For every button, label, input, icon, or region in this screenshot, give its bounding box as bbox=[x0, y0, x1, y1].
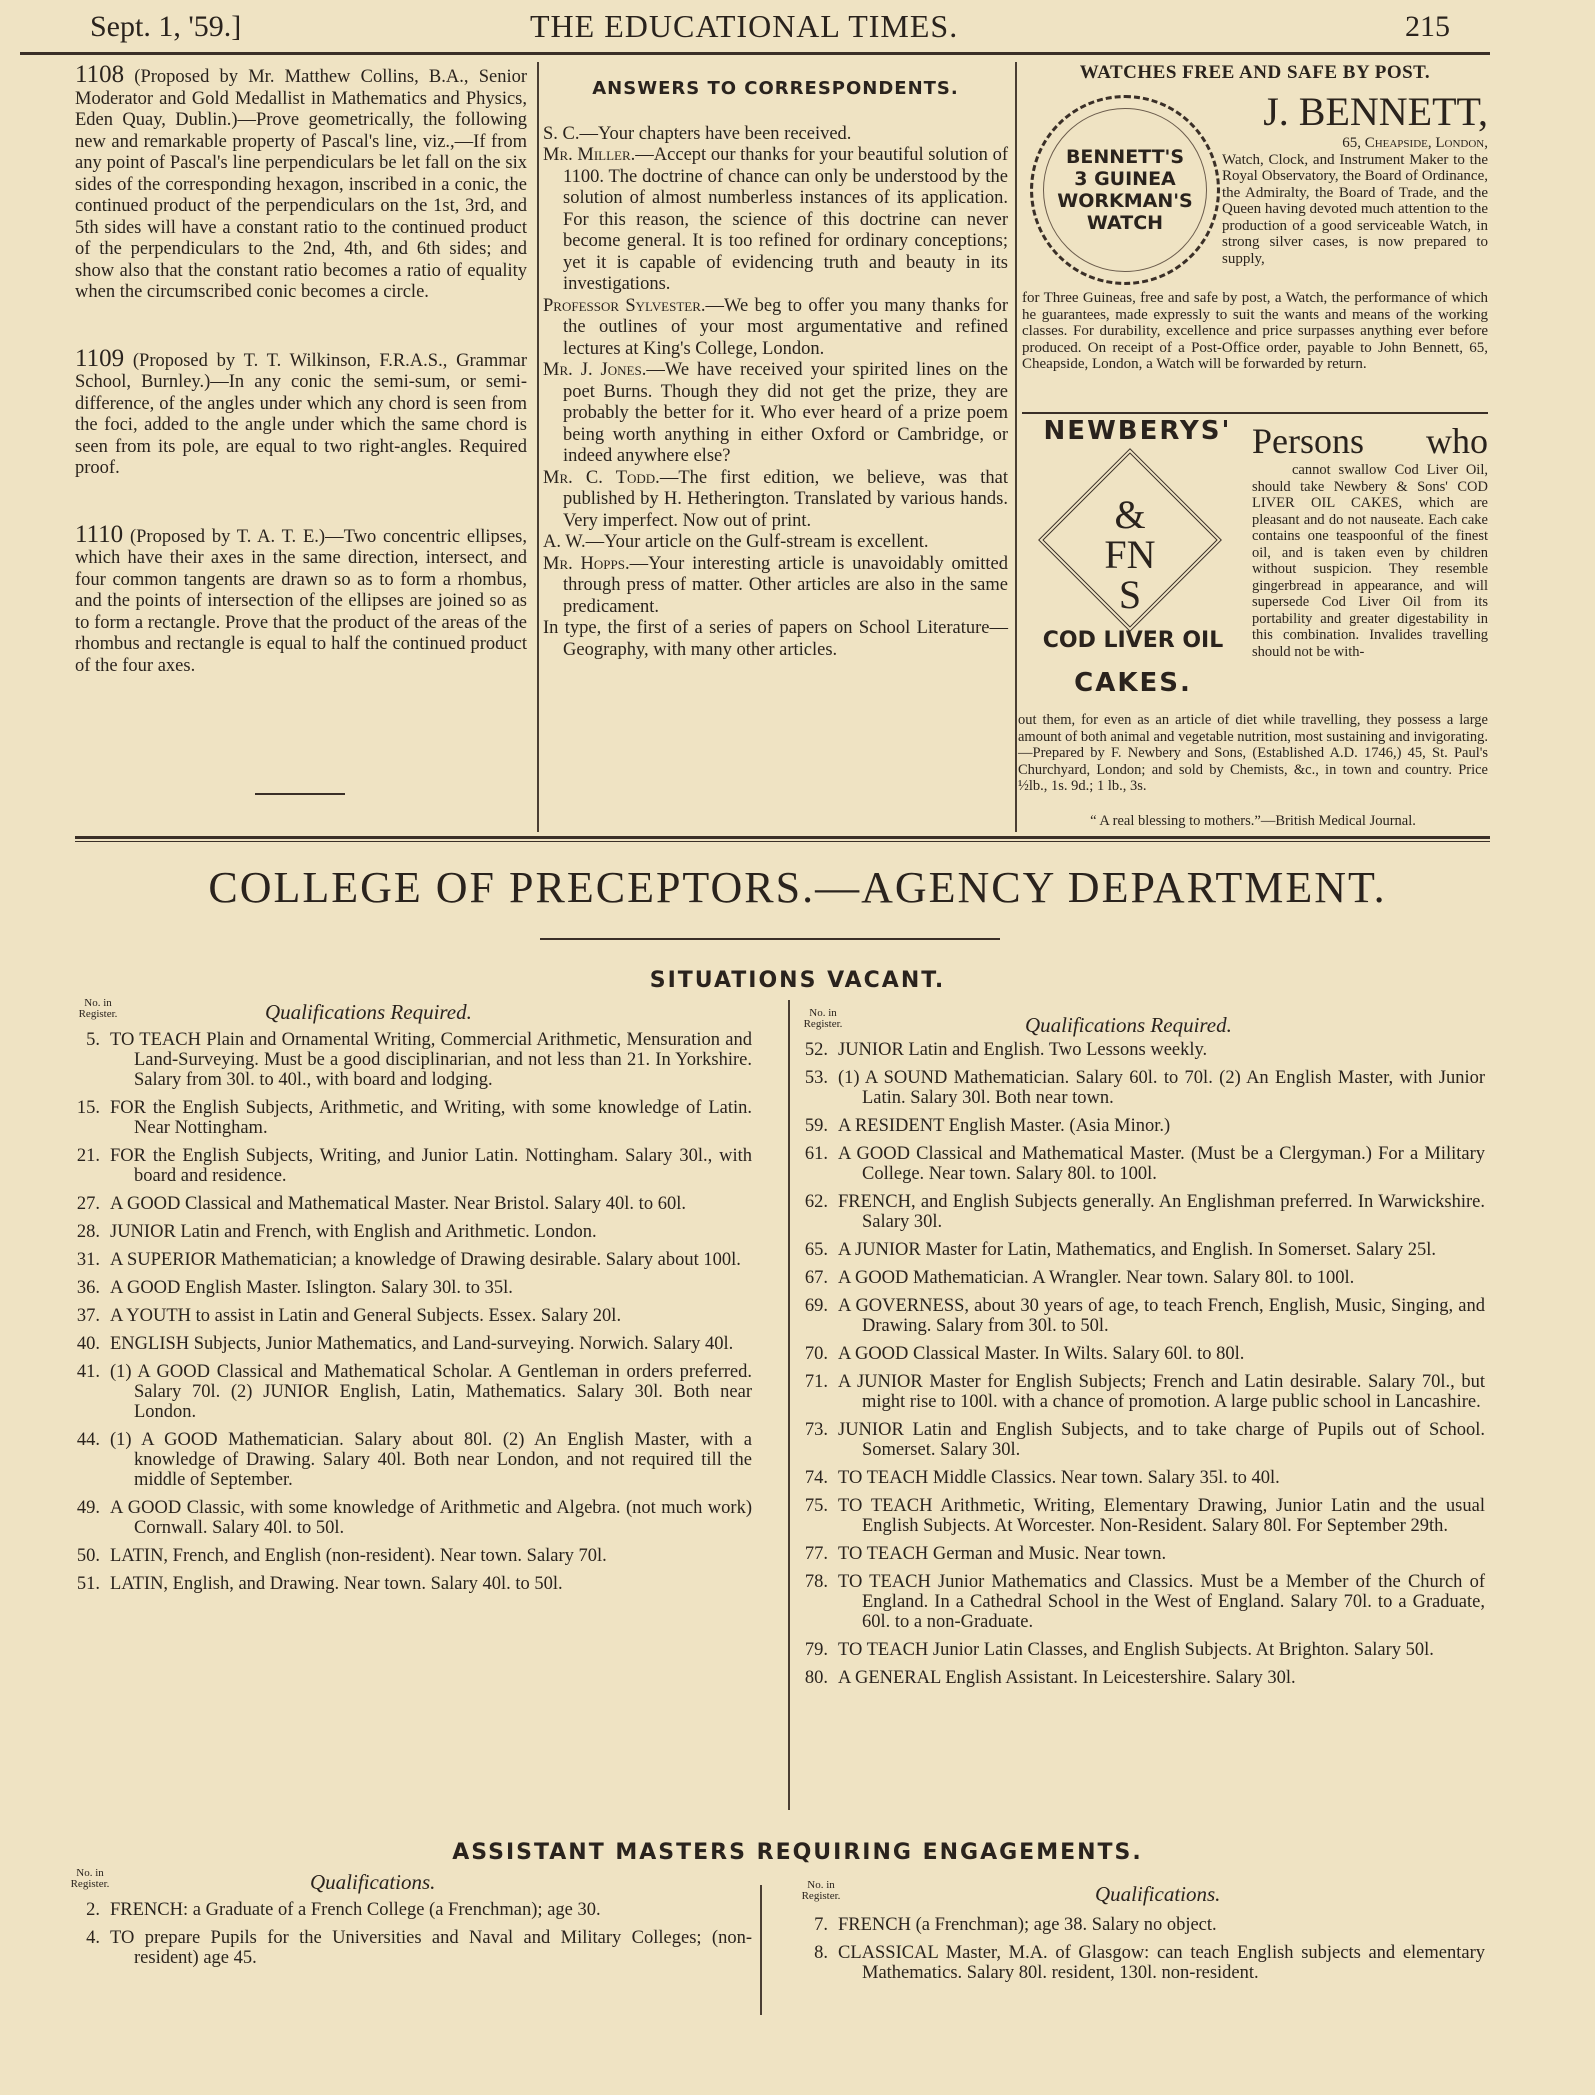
entry-text: JUNIOR Latin and English Subjects, and to take charge of Pupils out of School. Somerset. Salary 30l. bbox=[838, 1420, 1485, 1460]
entry-text: TO TEACH Middle Classics. Near town. Salary 35l. to 40l. bbox=[838, 1468, 1280, 1488]
answers-title: ANSWERS TO CORRESPONDENTS. bbox=[592, 78, 959, 99]
assistant-masters-heading: ASSISTANT MASTERS REQUIRING ENGAGEMENTS. bbox=[452, 1840, 1143, 1865]
column-divider bbox=[537, 62, 539, 832]
page-number: 215 bbox=[1405, 10, 1450, 43]
answer-item bbox=[543, 145, 1008, 296]
register-number: 53. bbox=[804, 1068, 828, 1088]
ad-divider bbox=[1022, 412, 1488, 414]
register-number: 75. bbox=[804, 1496, 828, 1516]
cod-ad-body: out them, for even as an article of diet while travelling, they possess a large amount of both animal and vegetable nutrition, most sustaining and invigorating.—Prepared by F. Newbery and Sons, (Established A.D. 1746,) 45, St. Paul's Churchyard, London; and sold by Chemists, &c., in town and country. Price ½lb., 1s. 9d.; 1 lb., 3s. bbox=[1018, 712, 1488, 794]
entry-text: (1) A GOOD Classical and Mathematical Scholar. A Gentleman in orders preferred. Salary 70l. (2) JUNIOR English, Latin, Mathematics. Salary 30l. Both near London. bbox=[110, 1362, 752, 1422]
issue-date: Sept. 1, '59.] bbox=[90, 10, 242, 43]
register-entry bbox=[72, 1222, 752, 1242]
register-entry bbox=[72, 1430, 752, 1490]
answer-item bbox=[543, 124, 1008, 146]
register-entry bbox=[800, 1468, 1485, 1488]
register-entry bbox=[800, 1915, 1485, 1935]
entry-text: FOR the English Subjects, Arithmetic, and Writing, with some knowledge of Latin. Near Nottingham. bbox=[110, 1098, 752, 1138]
entry-text: ENGLISH Subjects, Junior Mathematics, and Land-surveying. Norwich. Salary 40l. bbox=[110, 1334, 734, 1354]
entry-text: (1) A SOUND Mathematician. Salary 60l. to 70l. (2) An English Master, with Junior Latin. Salary 30l. Both near town. bbox=[838, 1068, 1485, 1108]
dial-text: WORKMAN'S bbox=[1057, 190, 1193, 212]
register-entry bbox=[800, 1240, 1485, 1260]
entry-text: FRENCH, and English Subjects generally. An Englishman preferred. In Warwickshire. Salary 30l. bbox=[838, 1192, 1485, 1232]
register-number: 69. bbox=[804, 1296, 828, 1316]
register-number: 2. bbox=[86, 1900, 100, 1920]
register-number: 36. bbox=[76, 1278, 100, 1298]
entry-text: A GENERAL English Assistant. In Leicestershire. Salary 30l. bbox=[838, 1668, 1296, 1688]
register-number: 61. bbox=[804, 1144, 828, 1164]
register-number: 27. bbox=[76, 1194, 100, 1214]
entry-text: A GOOD Classical and Mathematical Master. Near Bristol. Salary 40l. to 60l. bbox=[110, 1194, 686, 1214]
section-rule bbox=[75, 836, 1490, 839]
situations-left-list bbox=[72, 1030, 752, 1602]
register-label: No. in Register. bbox=[803, 1007, 843, 1030]
logo-text-cakes: CAKES. bbox=[1074, 668, 1192, 698]
register-number: 74. bbox=[804, 1468, 828, 1488]
agency-title: COLLEGE OF PRECEPTORS.—AGENCY DEPARTMENT. bbox=[208, 863, 1387, 912]
monogram-fn: FN bbox=[1104, 532, 1156, 577]
correspondent-name: Mr. J. Jones. bbox=[543, 360, 647, 380]
register-entry bbox=[800, 1192, 1485, 1232]
entry-text: A JUNIOR Master for English Subjects; French and Latin desirable. Salary 70l., but might rise to 100l. with a chance of promotion. A large public school in Lancashire. bbox=[838, 1372, 1485, 1412]
watch-ad-headline: WATCHES FREE AND SAFE BY POST. bbox=[1079, 62, 1431, 83]
correspondent-name: Professor Sylvester. bbox=[543, 295, 706, 316]
monogram-s: S bbox=[1118, 572, 1142, 617]
problem-number: 1108 bbox=[75, 61, 125, 88]
dial-text: BENNETT'S bbox=[1065, 146, 1185, 168]
entry-text: LATIN, French, and English (non-resident). Near town. Salary 70l. bbox=[110, 1546, 607, 1566]
register-entry bbox=[72, 1498, 752, 1538]
register-number: 65. bbox=[804, 1240, 828, 1260]
answer-item bbox=[543, 554, 1008, 619]
register-number: 67. bbox=[804, 1268, 828, 1288]
register-number: 71. bbox=[804, 1372, 828, 1392]
register-label: No. in Register. bbox=[801, 1879, 841, 1902]
entry-text: TO TEACH Arithmetic, Writing, Elementary Drawing, Junior Latin and the usual English Subjects. At Worcester. Non-Resident. Salary 80l. For September 29th. bbox=[838, 1496, 1485, 1536]
register-number: 59. bbox=[804, 1116, 828, 1136]
register-number: 28. bbox=[76, 1222, 100, 1242]
section-rule bbox=[75, 841, 1490, 842]
register-entry bbox=[800, 1040, 1485, 1060]
register-entry bbox=[72, 1250, 752, 1270]
column-divider bbox=[1015, 62, 1017, 832]
problem-text: (Proposed by T. T. Wilkinson, F.R.A.S., Grammar School, Burnley.)—In any conic the semi-sum, or semi-difference, of the angles under which any chord is seen from the foci, added to the angle under which the same chord is seen from its pole, are equal to two right-angles. Required proof. bbox=[75, 350, 527, 478]
answer-text: —Your article on the Gulf-stream is excellent. bbox=[585, 532, 929, 552]
entry-text: FRENCH: a Graduate of a French College (a Frenchman); age 30. bbox=[110, 1900, 601, 1920]
register-number: 4. bbox=[86, 1928, 100, 1948]
correspondent-name: Mr. C. Todd. bbox=[543, 467, 660, 488]
answer-text: —Your interesting article is unavoidably omitted through press of matter. Other articles are also in the same predicament. bbox=[563, 553, 1008, 617]
register-number: 49. bbox=[76, 1498, 100, 1518]
header-rule bbox=[20, 52, 1490, 55]
register-entry bbox=[72, 1900, 752, 1920]
entry-text: TO TEACH Plain and Ornamental Writing, Commercial Arithmetic, Mensuration and Land-Surveying. Must be a good disciplinarian, and not less than 21. In Yorkshire. Salary from 30l. to 40l., with board and lodging. bbox=[110, 1030, 752, 1090]
register-entry bbox=[800, 1068, 1485, 1108]
register-number: 31. bbox=[76, 1250, 100, 1270]
qualifications-label: Qualifications. bbox=[1095, 1882, 1221, 1906]
register-number: 44. bbox=[76, 1430, 100, 1450]
watch-ad-intro-text: Watch, Clock, and Instrument Maker to the Royal Observatory, the Board of Ordinance, the Admiralty, the Board of Trade, and the Queen having devoted much attention to the production of a good serviceable Watch, in strong silver cases, is now prepared to supply, bbox=[1222, 151, 1488, 267]
register-number: 21. bbox=[76, 1146, 100, 1166]
register-number: 51. bbox=[76, 1574, 100, 1594]
watch-ad-name: J. BENNETT, bbox=[1263, 89, 1488, 134]
dial-text: 3 GUINEA bbox=[1074, 168, 1176, 190]
entry-text: TO TEACH Junior Latin Classes, and English Subjects. At Brighton. Salary 50l. bbox=[838, 1640, 1434, 1660]
answer-text: —We have received your spirited lines on the poet Burns. Though they did not get the prize, they are probably the better for it. Who ever heard of a prize poem being worth anything in either Oxford or Cambridge, or indeed anywhere else? bbox=[563, 360, 1009, 466]
entry-text: A JUNIOR Master for Latin, Mathematics, and English. In Somerset. Salary 25l. bbox=[838, 1240, 1437, 1260]
qualifications-label: Qualifications Required. bbox=[1025, 1013, 1232, 1037]
entry-text: A GOOD Mathematician. A Wrangler. Near town. Salary 80l. to 100l. bbox=[838, 1268, 1355, 1288]
register-entry bbox=[800, 1420, 1485, 1460]
correspondent-name: Mr. Miller. bbox=[543, 145, 636, 165]
register-number: 8. bbox=[814, 1943, 828, 1963]
cod-ad-quote: “ A real blessing to mothers.”—British Medical Journal. bbox=[1090, 813, 1416, 829]
masthead-title: THE EDUCATIONAL TIMES. bbox=[530, 8, 959, 44]
entry-text: JUNIOR Latin and English. Two Lessons weekly. bbox=[838, 1040, 1208, 1060]
register-entry bbox=[72, 1146, 752, 1186]
register-label: No. in Register. bbox=[70, 1867, 110, 1890]
register-entry bbox=[800, 1296, 1485, 1336]
register-entry bbox=[800, 1116, 1485, 1136]
register-entry bbox=[72, 1546, 752, 1566]
cod-ad-lead: Persons who bbox=[1252, 421, 1488, 461]
answer-item bbox=[543, 360, 1008, 468]
column-divider bbox=[788, 1000, 790, 1810]
register-entry bbox=[72, 1030, 752, 1090]
register-entry bbox=[800, 1943, 1485, 1983]
entry-text: CLASSICAL Master, M.A. of Glasgow: can teach English subjects and elementary Mathematics. Salary 80l. resident, 130l. non-resident. bbox=[838, 1943, 1485, 1983]
register-number: 37. bbox=[76, 1306, 100, 1326]
problems-column bbox=[75, 61, 528, 721]
entry-text: TO TEACH German and Music. Near town. bbox=[838, 1544, 1167, 1564]
register-number: 50. bbox=[76, 1546, 100, 1566]
entry-text: A GOOD Classical and Mathematical Master. (Must be a Clergyman.) For a Military College. Near town. Salary 80l. to 100l. bbox=[838, 1144, 1485, 1184]
entry-text: FOR the English Subjects, Writing, and Junior Latin. Nottingham. Salary 30l., with board and residence. bbox=[110, 1146, 752, 1186]
register-number: 62. bbox=[804, 1192, 828, 1212]
answer-text: —Accept our thanks for your beautiful solution of 1100. The doctrine of chance can only be understood by the solution of almost numberless instances of its application. For this reason, the science of this doctrine can never become general. It is too refined for ordinary conceptions; yet it is capable of evidencing truth and beauty in its investigations. bbox=[563, 145, 1008, 294]
qualifications-label: Qualifications. bbox=[310, 1870, 436, 1894]
register-entry bbox=[72, 1278, 752, 1298]
monogram-ampersand: & bbox=[1114, 492, 1146, 537]
logo-text-newberys: NEWBERYS' bbox=[1043, 416, 1232, 446]
entry-text: JUNIOR Latin and French, with English and Arithmetic. London. bbox=[110, 1222, 597, 1242]
register-number: 73. bbox=[804, 1420, 828, 1440]
correspondent-name: S. C. bbox=[543, 123, 580, 144]
column-divider bbox=[760, 1885, 762, 2015]
problem-text: (Proposed by T. A. T. E.)—Two concentric ellipses, which have their axes in the same direction, intersect, and four common tangents are drawn so as to form a rhombus, and the points of intersection of the ellipses are joined so as to form a rectangle. Prove that the product of the areas of the rhombus and rectangle is equal to half the continued product of the four axes. bbox=[75, 526, 528, 676]
register-entry bbox=[72, 1098, 752, 1138]
qualifications-label: Qualifications Required. bbox=[265, 1000, 472, 1024]
watch-ad-address: 65, Cheapside, London, bbox=[1342, 135, 1488, 151]
entry-text: (1) A GOOD Mathematician. Salary about 80l. (2) An English Master, with a knowledge of Drawing. Salary 40l. Both near London, and not required till the middle of September. bbox=[110, 1430, 752, 1490]
register-entry bbox=[72, 1306, 752, 1326]
correspondent-name: A. W. bbox=[543, 532, 586, 552]
watch-ad-intro bbox=[1222, 135, 1488, 267]
situations-right-list bbox=[800, 1040, 1485, 1696]
entry-text: FRENCH (a Frenchman); age 38. Salary no object. bbox=[838, 1915, 1217, 1935]
problem-item bbox=[75, 520, 528, 678]
entry-text: A SUPERIOR Mathematician; a knowledge of Drawing desirable. Salary about 100l. bbox=[110, 1250, 741, 1270]
entry-text: LATIN, English, and Drawing. Near town. Salary 40l. to 50l. bbox=[110, 1574, 563, 1594]
register-number: 52. bbox=[804, 1040, 828, 1060]
watch-dial-illustration bbox=[1030, 95, 1220, 285]
title-rule bbox=[540, 938, 1000, 940]
entry-text: A RESIDENT English Master. (Asia Minor.) bbox=[838, 1116, 1171, 1136]
entry-text: A GOOD English Master. Islington. Salary 30l. to 35l. bbox=[110, 1278, 513, 1298]
entry-text: A GOOD Classic, with some knowledge of Arithmetic and Algebra. (not much work) Cornwall. Salary 40l. to 50l. bbox=[110, 1498, 752, 1538]
answer-item bbox=[543, 532, 1008, 554]
entry-text: A YOUTH to assist in Latin and General Subjects. Essex. Salary 20l. bbox=[110, 1306, 622, 1326]
register-entry bbox=[72, 1334, 752, 1354]
register-number: 15. bbox=[76, 1098, 100, 1118]
register-number: 41. bbox=[76, 1362, 100, 1382]
register-entry bbox=[800, 1496, 1485, 1536]
register-entry bbox=[72, 1928, 752, 1968]
register-label: No. in Register. bbox=[78, 997, 118, 1020]
cod-ad-intro: cannot swallow Cod Liver Oil, should take Newbery & Sons' COD LIVER OIL CAKES, which are pleasant and do not nauseate. Each cake contains one teaspoonful of the finest oil, and is taken even by children without suspicion. They resemble gingerbread in appearance, and will supersede Cod Liver Oil from its portability and greater digestability in this combination. Invalides travelling should not be with- bbox=[1252, 462, 1488, 660]
register-number: 70. bbox=[804, 1344, 828, 1364]
assistant-left-list bbox=[72, 1900, 752, 1976]
register-entry bbox=[72, 1362, 752, 1422]
dial-text: WATCH bbox=[1086, 212, 1164, 234]
problem-number: 1110 bbox=[75, 520, 124, 548]
register-entry bbox=[800, 1572, 1485, 1632]
answer-text: —The first edition, we believe, was that published by H. Hetherington. Translated by various hands. Very imperfect. Now out of print. bbox=[563, 467, 1008, 531]
assistant-right-list bbox=[800, 1915, 1485, 1991]
register-entry bbox=[800, 1144, 1485, 1184]
answer-item bbox=[543, 296, 1008, 361]
register-entry bbox=[800, 1372, 1485, 1412]
register-entry bbox=[72, 1194, 752, 1214]
answer-item bbox=[543, 618, 1008, 661]
correspondent-name: Mr. Hopps. bbox=[543, 553, 630, 574]
problem-item bbox=[75, 344, 527, 480]
answer-text: In type, the first of a series of papers on School Literature—Geography, with many other articles. bbox=[543, 618, 1008, 660]
register-entry bbox=[800, 1640, 1485, 1660]
register-entry bbox=[800, 1544, 1485, 1564]
problem-item bbox=[75, 61, 527, 304]
register-number: 77. bbox=[804, 1544, 828, 1564]
register-entry bbox=[72, 1574, 752, 1594]
register-entry bbox=[800, 1668, 1485, 1688]
register-entry bbox=[800, 1268, 1485, 1288]
answer-item bbox=[543, 468, 1008, 533]
entry-text: TO TEACH Junior Mathematics and Classics. Must be a Member of the Church of England. In a Cathedral School in the West of England. Salary 70l. to a Graduate, 60l. to a non-Graduate. bbox=[838, 1572, 1485, 1632]
register-number: 40. bbox=[76, 1334, 100, 1354]
answer-text: —We beg to offer you many thanks for the outlines of your most argumentative and refined lectures at King's College, London. bbox=[563, 295, 1009, 359]
register-number: 78. bbox=[804, 1572, 828, 1592]
answers-column bbox=[543, 78, 1008, 661]
register-number: 5. bbox=[86, 1030, 100, 1050]
entry-text: TO prepare Pupils for the Universities and Naval and Military Colleges; (non-resident) age 45. bbox=[110, 1928, 752, 1968]
register-number: 7. bbox=[814, 1915, 828, 1935]
problem-text: (Proposed by Mr. Matthew Collins, B.A., Senior Moderator and Gold Medallist in Mathematics and Physics, Eden Quay, Dublin.)—Prove geometrically, the following new and remarkable property of Pascal's line, viz.,—If from any point of Pascal's line perpendiculars be let fall on the six sides of the corresponding hexagon, inscribed in a conic, the continued product of the perpendiculars on the 1st, 3rd, and 5th sides will have a constant ratio to the continued product of the perpendiculars to the 2nd, 4th, and 6th sides; and show also that the constant ratio becomes a ratio of equality when the circumscribed conic becomes a circle. bbox=[75, 67, 527, 302]
problems-end-rule bbox=[255, 793, 345, 795]
register-number: 79. bbox=[804, 1640, 828, 1660]
watch-advert bbox=[1020, 62, 1490, 84]
entry-text: A GOOD Classical Master. In Wilts. Salary 60l. to 80l. bbox=[838, 1344, 1245, 1364]
entry-text: A GOVERNESS, about 30 years of age, to teach French, English, Music, Singing, and Drawing. Salary from 30l. to 50l. bbox=[838, 1296, 1485, 1336]
register-number: 80. bbox=[804, 1668, 828, 1688]
logo-text-cod-liver-oil: COD LIVER OIL bbox=[1042, 628, 1224, 653]
situations-vacant-heading: SITUATIONS VACANT. bbox=[649, 968, 946, 993]
answer-text: —Your chapters have been received. bbox=[579, 123, 852, 144]
watch-ad-body: for Three Guineas, free and safe by post, a Watch, the performance of which he guarantees, made expressly to suit the wants and means of the working classes. For durability, excellence and price surpasses anything ever before produced. On receipt of a Post-Office order, payable to John Bennett, 65, Cheapside, London, a Watch will be forwarded by return. bbox=[1022, 290, 1488, 372]
problem-number: 1109 bbox=[75, 344, 125, 372]
register-entry bbox=[800, 1344, 1485, 1364]
logo-monogram bbox=[1075, 492, 1185, 617]
